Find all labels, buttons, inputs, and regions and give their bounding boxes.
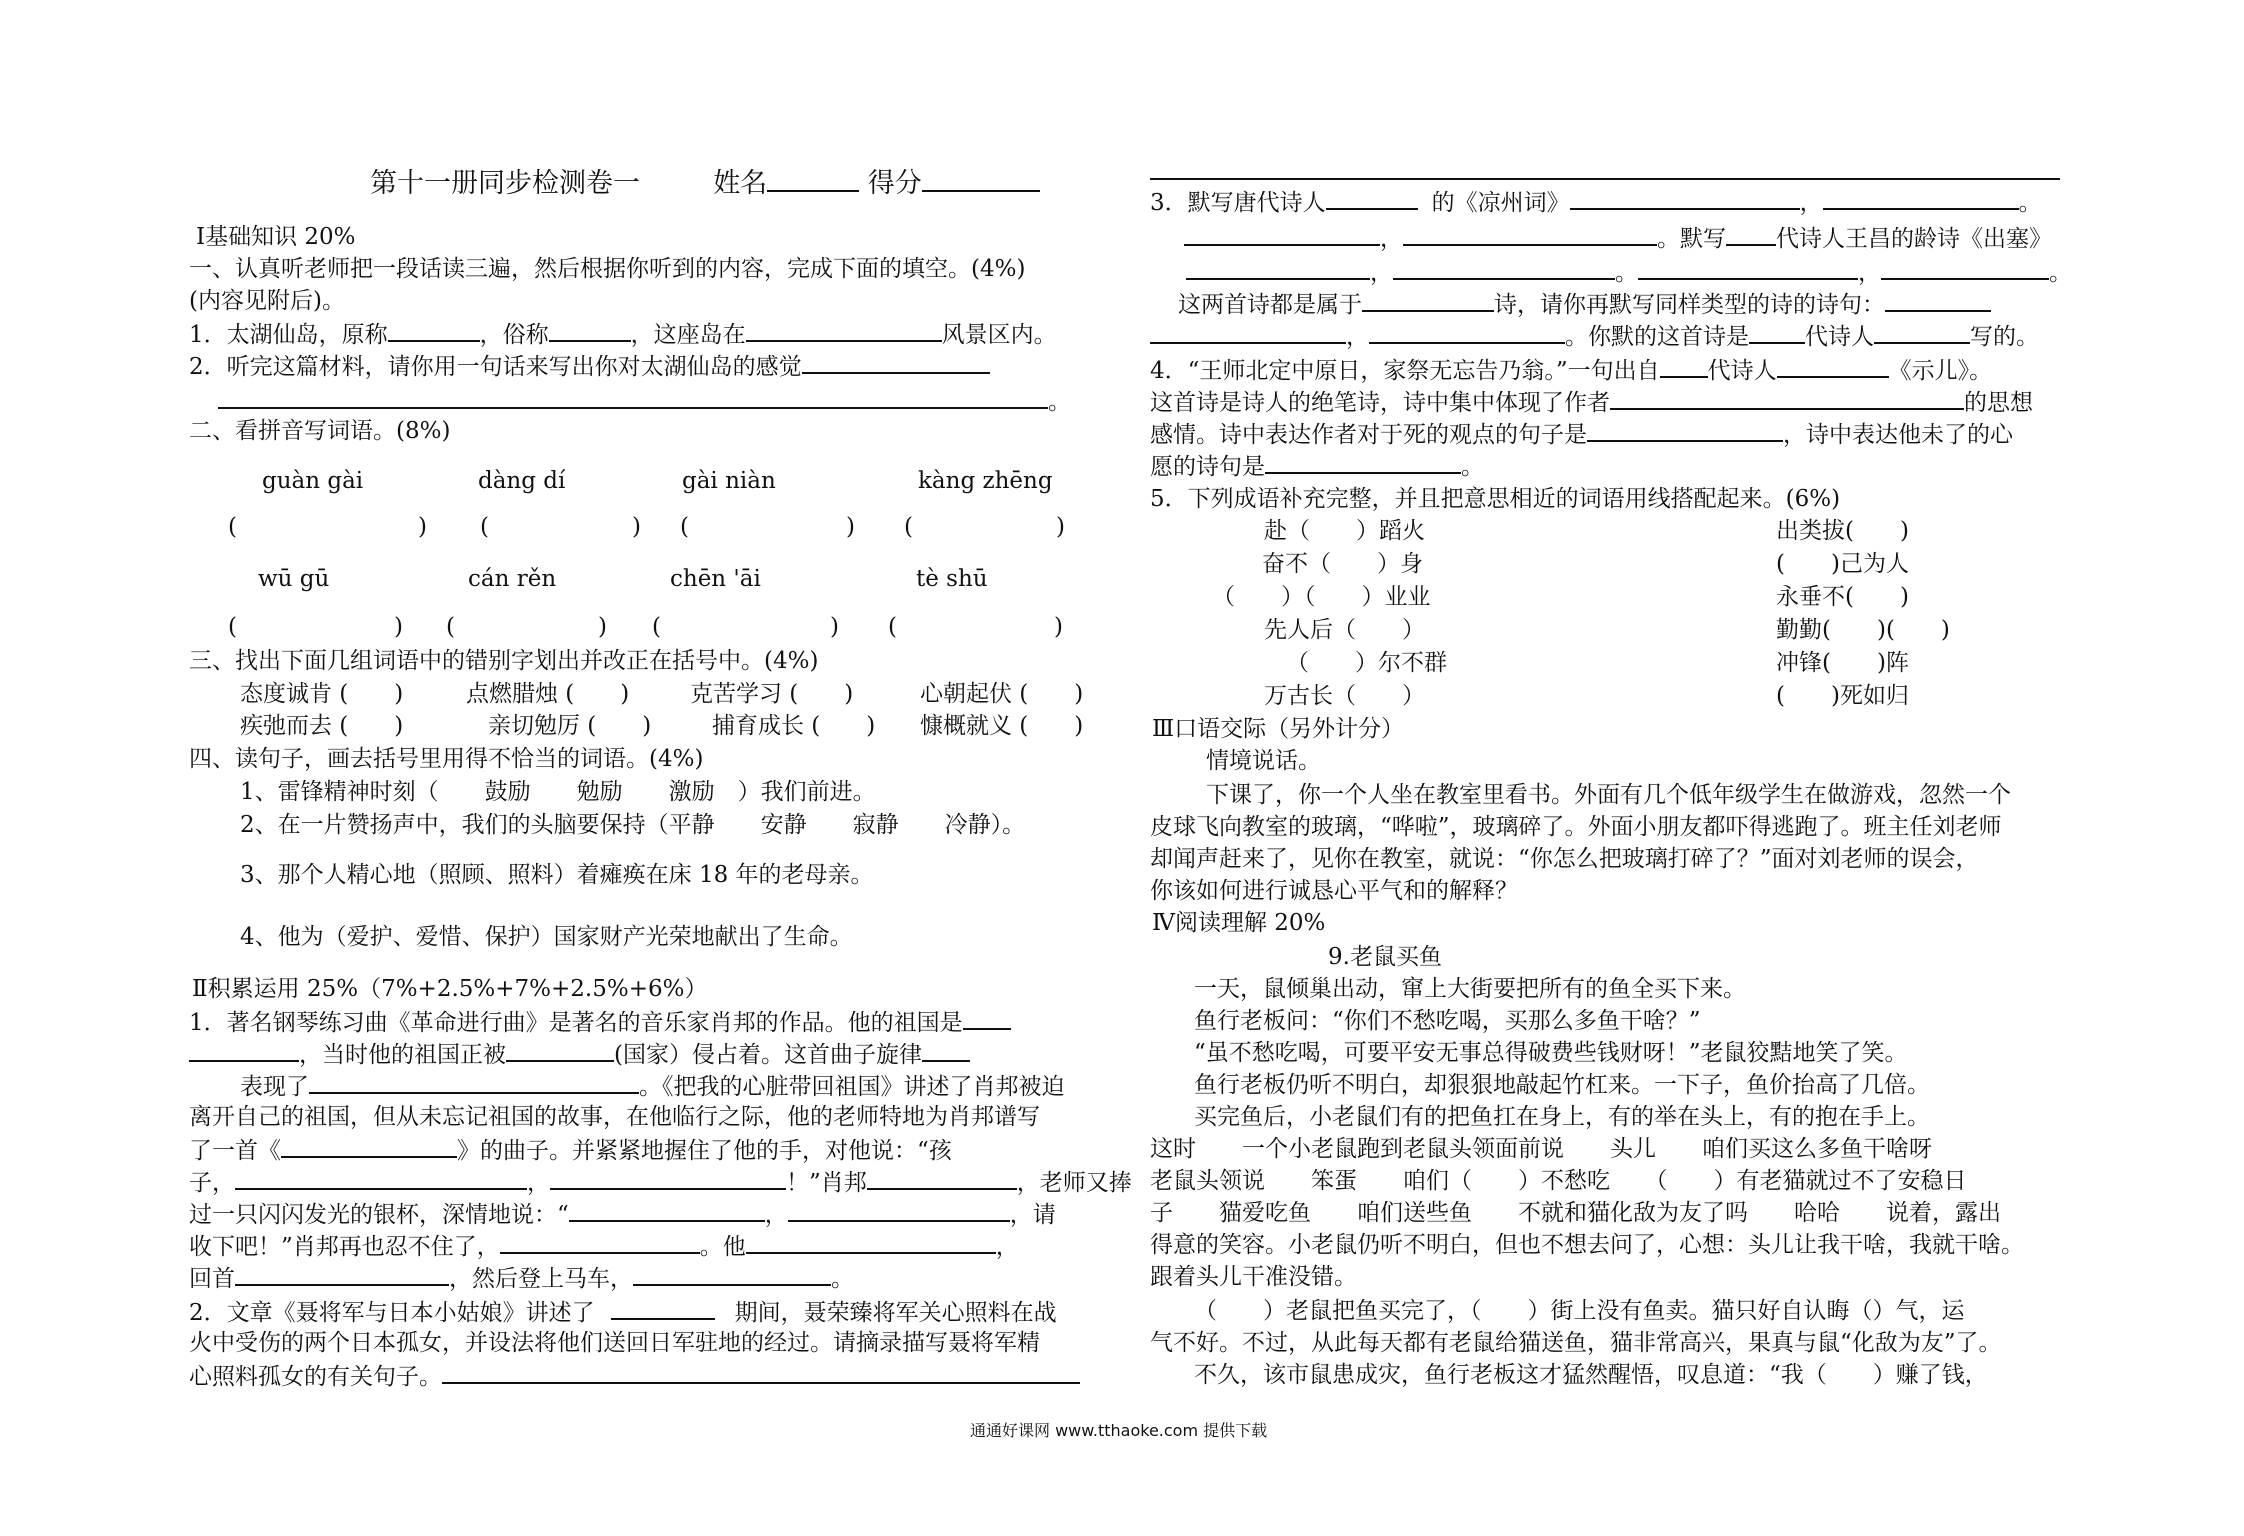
- p2q1-l8-b: 。他: [699, 1234, 746, 1260]
- answer-line-top: [1150, 178, 2060, 180]
- p2q2-line3: [189, 1360, 1080, 1392]
- r-q3-blank-verse-4[interactable]: [1403, 222, 1657, 246]
- p2q1-blank-looking-back[interactable]: [235, 1262, 449, 1286]
- story-line: 这时 一个小老鼠跑到老鼠头领面前说 头儿 咱们买这么多鱼干啥呀: [1150, 1136, 1932, 1162]
- r-q5-heading: 5．下列成语补充完整，并且把意思相近的词语用线搭配起来。(6%): [1150, 486, 1841, 512]
- r-q3-blank-verse-2[interactable]: [1823, 186, 2019, 210]
- q3-item-8: 慷概就义 ( ): [920, 713, 1084, 739]
- p2q1-l1-text: 1．著名钢琴练习曲《革命进行曲》是著名的音乐家肖邦的作品。他的祖国是: [189, 1010, 963, 1036]
- part3-subheading: 情境说话。: [1206, 748, 1321, 774]
- r-q4-blank-poet[interactable]: [1777, 354, 1889, 378]
- part3-para-1: 下课了，你一个人坐在教室里看书。外面有几个低年级学生在做游戏，忽然一个: [1206, 782, 2011, 808]
- r-q4-blank-dynasty[interactable]: [1660, 354, 1708, 378]
- name-blank[interactable]: [767, 168, 859, 192]
- idiom-left-1: 赴（ ）蹈火: [1264, 518, 1425, 544]
- r-q3-line1: [1150, 186, 2042, 218]
- r-q3-l1-d: 。: [2018, 190, 2042, 216]
- p2q1-blank-country-cont[interactable]: [189, 1038, 299, 1062]
- r-q3-l2-b: 。默写: [1657, 226, 1726, 252]
- p2q1-blank-chopin-tears[interactable]: [500, 1230, 700, 1254]
- r-q3-blank-verse-7[interactable]: [1638, 256, 1858, 280]
- pinyin-7: chēn 'āi: [670, 566, 761, 592]
- idiom-right-1: 出类拔( ): [1776, 518, 1909, 544]
- idiom-left-6: 万古长（ ）: [1264, 683, 1425, 709]
- q3-item-7: 捕育成长 ( ): [712, 713, 876, 739]
- q4-sentence-3: 3、那个人精心地（照顾、照料）着瘫痪在床 18 年的老母亲。: [240, 862, 874, 888]
- r-q4-line1: [1150, 354, 1992, 386]
- q3-item-1: 态度诚肯 ( ): [240, 681, 404, 707]
- bracket-open: (: [480, 514, 489, 540]
- bracket-open: (: [652, 614, 661, 640]
- p2q1-line7: [189, 1198, 1056, 1230]
- r-q3-line4: [1178, 288, 1991, 320]
- part1-heading: Ⅰ基础知识 20%: [196, 224, 356, 250]
- idiom-left-5: （ ）尔不群: [1286, 650, 1447, 676]
- r-q4-l2-a: 这首诗是诗人的绝笔诗，诗中集中体现了作者: [1150, 390, 1610, 416]
- q3-item-4: 心朝起伏 ( ): [920, 681, 1084, 707]
- paper-title-line: [370, 168, 1040, 199]
- p2q1-l9-a: 回首: [189, 1266, 235, 1292]
- p2q1-blank-country[interactable]: [963, 1006, 1011, 1030]
- r-q3-blank-verse-8[interactable]: [1881, 256, 2049, 280]
- r-q3-l5-a: ，: [1346, 324, 1369, 350]
- bracket-open: (: [904, 514, 913, 540]
- r-q4-l1-b: 代诗人: [1707, 358, 1777, 384]
- r-q4-l1-a: 4．“王师北定中原日，家祭无忘告乃翁。”一句出自: [1150, 358, 1660, 384]
- q2-heading: 二、看拼音写词语。(8%): [189, 418, 451, 444]
- r-q3-blank-verse-6[interactable]: [1393, 256, 1615, 280]
- idiom-left-3: （ ）（ ）业业: [1212, 584, 1431, 610]
- q1-line1: 一、认真听老师把一段话读三遍，然后根据你听到的内容，完成下面的填空。(4%): [189, 256, 1026, 282]
- q1-blank-feeling-cont[interactable]: [218, 385, 1048, 409]
- p2q1-l8-a: 收下吧！”肖邦再也忍不住了，: [189, 1234, 500, 1260]
- p2q1-blank-teacher-words-1[interactable]: [235, 1166, 527, 1190]
- bracket-close: ): [632, 514, 641, 540]
- q1-s1-text-b: ，俗称: [479, 322, 549, 348]
- r-q4-blank-death-view[interactable]: [1587, 418, 1783, 442]
- r-q3-line3: [1186, 256, 2072, 288]
- bracket-open: (: [888, 614, 897, 640]
- p2q1-l6-b: ，: [527, 1170, 550, 1196]
- p2q1-line3: [240, 1070, 1065, 1102]
- story-line: 一天，鼠倾巢出动，窜上大街要把所有的鱼全买下来。: [1194, 976, 1746, 1002]
- q3-item-6: 亲切勉厉 ( ): [488, 713, 652, 739]
- p2q1-line1: [189, 1006, 1011, 1038]
- pinyin-3: gài niàn: [682, 468, 776, 494]
- part3-heading: Ⅲ口语交际（另外计分）: [1152, 716, 1405, 742]
- p2q1-blank-invader[interactable]: [506, 1038, 614, 1062]
- r-q4-l4-b: 。: [1461, 454, 1484, 480]
- pinyin-5: wū gū: [258, 566, 330, 592]
- story-line: “虽不愁吃喝，可要平安无事总得破费些钱财呀！”老鼠狡黠地笑了笑。: [1194, 1040, 1908, 1066]
- p2q1-l2-a: ，当时他的祖国正被: [299, 1042, 506, 1068]
- r-q3-blank-verse-3[interactable]: [1184, 222, 1380, 246]
- page-footer: 通通好课网 www.tthaoke.com 提供下载: [970, 1421, 1268, 1440]
- story-line: 鱼行老板仍听不明白，却狠狠地敲起竹杠来。一下子，鱼价抬高了几倍。: [1194, 1072, 1930, 1098]
- r-q3-l5-c: 代诗人: [1805, 324, 1874, 350]
- q4-sentence-1: 1、雷锋精神时刻（ 鼓励 勉励 激励 ）我们前进。: [240, 779, 876, 805]
- q1-sentence2: [189, 350, 990, 382]
- p2q1-l5-b: 》的曲子。并紧紧地握住了他的手，对他说：“孩: [457, 1138, 952, 1164]
- p2q2-l1-b: 期间，聂荣臻将军关心照料在战: [734, 1300, 1057, 1326]
- r-q3-blank-extra-verse-3[interactable]: [1369, 320, 1565, 344]
- r-q3-l3-b: 。: [1615, 260, 1638, 286]
- r-q3-l2-c: 代诗人王昌的龄诗《出塞》: [1776, 226, 2052, 252]
- score-blank[interactable]: [922, 168, 1040, 192]
- r-q3-blank-extra-verse[interactable]: [1885, 288, 1991, 312]
- p2q1-l3-a: 表现了: [240, 1074, 309, 1100]
- part3-para-4: 你该如何进行诚恳心平气和的解释？: [1150, 878, 1518, 904]
- p2q1-l3-b: 。《把我的心脏带回祖国》讲述了肖邦被迫: [639, 1074, 1065, 1100]
- bracket-open: (: [228, 614, 237, 640]
- pinyin-2: dàng dí: [478, 468, 566, 494]
- bracket-open: (: [446, 614, 455, 640]
- story-line: （ ）老鼠把鱼买完了，（ ）街上没有鱼卖。猫只好自认晦（）气，运: [1194, 1298, 1965, 1324]
- p2q2-blank-quote[interactable]: [442, 1360, 1080, 1384]
- p2q1-l5-a: 了一首《: [189, 1138, 281, 1164]
- p2q1-blank-teacher-words-2[interactable]: [550, 1166, 786, 1190]
- r-q3-blank-dynasty[interactable]: [1726, 222, 1776, 246]
- p2q1-blank-chopin-action[interactable]: [746, 1230, 996, 1254]
- r-q4-line3: [1150, 418, 2013, 450]
- r-q3-l3-a: ，: [1370, 260, 1393, 286]
- r-q3-l3-d: 。: [2049, 260, 2072, 286]
- p2q1-l7-b: ，: [764, 1202, 788, 1228]
- r-q4-blank-wish[interactable]: [1265, 450, 1461, 474]
- pinyin-6: cán rěn: [468, 566, 557, 592]
- r-q3-blank-verse-1[interactable]: [1570, 186, 1800, 210]
- bracket-open: (: [680, 514, 689, 540]
- q1-s2-end: 。: [1048, 389, 1071, 415]
- q3-heading: 三、找出下面几组词语中的错别字划出并改正在括号中。(4%): [189, 648, 819, 674]
- r-q4-l3-b: ，诗中表达他未了的心: [1783, 422, 2013, 448]
- r-q3-l4-a: 这两首诗都是属于: [1178, 292, 1362, 318]
- q1-sentence2-cont: [218, 385, 1071, 417]
- q4-sentence-4: 4、他为（爱护、爱惜、保护）国家财产光荣地献出了生命。: [240, 924, 853, 950]
- part2-heading: Ⅱ积累运用 25%（7%+2.5%+7%+2.5%+6%）: [192, 976, 708, 1002]
- r-q3-blank-verse-5[interactable]: [1186, 256, 1370, 280]
- p2q1-blank-chopin-reaction[interactable]: [867, 1166, 1017, 1190]
- bracket-close: ): [846, 514, 855, 540]
- p2q1-l2-b: (国家）侵占着。这首曲子旋律: [614, 1042, 922, 1068]
- story-line: 得意的笑容。小老鼠仍听不明白，但也不想去问了，心想：头儿让我干啥，我就干啥。: [1150, 1232, 2024, 1258]
- p2q2-blank-period[interactable]: [611, 1296, 715, 1320]
- bracket-close: ): [418, 514, 427, 540]
- p2q2-line2: 火中受伤的两个日本孤女，并设法将他们送回日军驻地的经过。请摘录描写聂将军精: [189, 1330, 1040, 1356]
- r-q3-l4-b: 诗，请你再默写同样类型的诗的诗句：: [1494, 292, 1885, 318]
- p2q2-line1: [189, 1296, 1057, 1328]
- bracket-close: ): [830, 614, 839, 640]
- idiom-right-6: ( )死如归: [1776, 683, 1909, 709]
- bracket-close: ): [598, 614, 607, 640]
- pinyin-1: guàn gài: [262, 468, 364, 494]
- p2q1-l6-c: ！”肖邦: [786, 1170, 867, 1196]
- paper-title: 第十一册同步检测卷一: [370, 168, 640, 199]
- q1-blank-original-name[interactable]: [388, 318, 480, 342]
- p2q1-blank-silver-cup-2[interactable]: [788, 1198, 1010, 1222]
- r-q3-blank-extra-verse-2[interactable]: [1150, 320, 1346, 344]
- r-q3-blank-extra-poet[interactable]: [1874, 320, 1970, 344]
- p2q1-l9-c: 。: [831, 1266, 854, 1292]
- p2q1-blank-song[interactable]: [281, 1134, 457, 1158]
- q4-heading: 四、读句子，画去括号里用得不恰当的词语。(4%): [189, 746, 704, 772]
- r-q3-l1-c: ，: [1799, 190, 1823, 216]
- r-q3-l5-d: 写的。: [1970, 324, 2039, 350]
- part3-para-2: 皮球飞向教室的玻璃，“哗啦”，玻璃碎了。外面小朋友都吓得逃跑了。班主任刘老师: [1150, 814, 2002, 840]
- name-label: 姓名: [713, 168, 768, 199]
- p2q1-line9: [189, 1262, 854, 1294]
- q1-s2-text: 2．听完这篇材料，请你用一句话来写出你对太湖仙岛的感觉: [189, 354, 802, 380]
- p2q1-l6-a: 子，: [189, 1170, 235, 1196]
- r-q4-l3-a: 感情。诗中表达作者对于死的观点的句子是: [1150, 422, 1587, 448]
- q1-blank-feeling[interactable]: [802, 350, 990, 374]
- p2q1-line4: 离开自己的祖国，但从未忘记祖国的故事，在他临行之际，他的老师特地为肖邦谱写: [189, 1104, 1040, 1130]
- r-q3-line2: [1184, 222, 2052, 254]
- bracket-close: ): [1056, 514, 1065, 540]
- p2q1-blank-expressed[interactable]: [309, 1070, 639, 1094]
- r-q3-l2-a: ，: [1380, 226, 1403, 252]
- part4-heading: Ⅳ阅读理解 20%: [1152, 910, 1326, 936]
- pinyin-4: kàng zhēng: [918, 468, 1053, 494]
- p2q1-l8-c: ，: [995, 1234, 1019, 1260]
- r-q4-l4-a: 愿的诗句是: [1150, 454, 1265, 480]
- r-q3-l5-b: 。你默的这首诗是: [1565, 324, 1749, 350]
- q3-item-3: 克苦学习 ( ): [690, 681, 854, 707]
- r-q4-line4: [1150, 450, 1484, 482]
- story-line: 不久，该市鼠患成灾，鱼行老板这才猛然醒悟，叹息道：“我（ ）赚了钱，: [1194, 1362, 1988, 1388]
- story-line: 子 猫爱吃鱼 咱们送些鱼 不就和猫化敌为友了吗 哈哈 说着，露出: [1150, 1200, 2001, 1226]
- bracket-close: ): [394, 614, 403, 640]
- story-line: 买完鱼后，小老鼠们有的把鱼扛在身上，有的举在头上，有的抱在手上。: [1194, 1104, 1930, 1130]
- idiom-right-3: 永垂不( ): [1776, 584, 1909, 610]
- story-line: 气不好。不过，从此每天都有老鼠给猫送鱼，猫非常高兴，果真与鼠“化敌为友”了。: [1150, 1330, 2002, 1356]
- p2q1-line8: [189, 1230, 1019, 1262]
- pinyin-8: tè shū: [916, 566, 988, 592]
- p2q2-l1-a: 2．文章《聂将军与日本小姑娘》讲述了: [189, 1300, 595, 1326]
- bracket-open: (: [228, 514, 237, 540]
- p2q1-line2: [189, 1038, 970, 1070]
- p2q1-l7-a: 过一只闪闪发光的银杯，深情地说：“: [189, 1202, 569, 1228]
- story-title: 9.老鼠买鱼: [1328, 944, 1442, 970]
- q1-line2: (内容见附后)。: [189, 288, 345, 314]
- r-q3-l3-c: ，: [1858, 260, 1881, 286]
- r-q4-l2-b: 的思想: [1964, 390, 2033, 416]
- r-q4-line2: [1150, 386, 2033, 418]
- idiom-left-2: 奋不（ ）身: [1262, 551, 1423, 577]
- r-q4-l1-c: 《示儿》。: [1888, 358, 1993, 384]
- idiom-right-5: 冲锋( )阵: [1776, 650, 1909, 676]
- r-q3-line5: [1150, 320, 2039, 352]
- q4-sentence-2: 2、在一片赞扬声中，我们的头脑要保持（平静 安静 寂静 冷静）。: [240, 812, 1026, 838]
- r-q3-l1-b: 的《凉州词》: [1431, 190, 1570, 216]
- idiom-right-2: ( )己为人: [1776, 551, 1909, 577]
- p2q1-l9-b: ，然后登上马车，: [449, 1266, 633, 1292]
- p2q1-blank-melody[interactable]: [922, 1038, 970, 1062]
- story-line: 老鼠头领说 笨蛋 咱们（ ）不愁吃 （ ）有老猫就过不了安稳日: [1150, 1168, 1967, 1194]
- q1-blank-common-name[interactable]: [549, 318, 631, 342]
- q3-item-2: 点燃腊烛 ( ): [466, 681, 630, 707]
- q3-item-5: 疾弛而去 ( ): [240, 713, 404, 739]
- p2q1-line5: [189, 1134, 952, 1166]
- bracket-close: ): [1054, 614, 1063, 640]
- r-q3-blank-extra-dynasty[interactable]: [1749, 320, 1805, 344]
- q1-s1-text-a: 1．太湖仙岛，原称: [189, 322, 388, 348]
- q1-s1-text-c: ，这座岛在: [630, 322, 746, 348]
- p2q1-line6: [189, 1166, 1132, 1198]
- story-line: 鱼行老板问：“你们不愁吃喝，买那么多鱼干啥？”: [1194, 1008, 1701, 1034]
- score-label: 得分: [867, 168, 922, 199]
- part3-para-3: 却闻声赶来了，见你在教室，就说：“你怎么把玻璃打碎了？”面对刘老师的误会，: [1150, 846, 1979, 872]
- story-line: 跟着头儿干准没错。: [1150, 1264, 1357, 1290]
- idiom-left-4: 先人后（ ）: [1264, 617, 1425, 643]
- r-q4-blank-thought[interactable]: [1610, 386, 1964, 410]
- p2q1-l6-d: ，老师又捧: [1016, 1170, 1132, 1196]
- r-q3-blank-poem-type[interactable]: [1362, 288, 1494, 312]
- p2q1-l7-c: ，请: [1009, 1202, 1056, 1228]
- p2q2-l3-text: 心照料孤女的有关句子。: [189, 1364, 442, 1390]
- r-q3-blank-poet[interactable]: [1326, 186, 1418, 210]
- p2q1-blank-silver-cup-1[interactable]: [569, 1198, 765, 1222]
- q1-sentence1: [189, 318, 1057, 350]
- idiom-right-4: 勤勤( )( ): [1776, 617, 1950, 643]
- q1-blank-location[interactable]: [746, 318, 942, 342]
- q1-s1-text-d: 风景区内。: [941, 322, 1057, 348]
- p2q1-blank-departure[interactable]: [633, 1262, 831, 1286]
- r-q3-l1-a: 3．默写唐代诗人: [1150, 190, 1326, 216]
